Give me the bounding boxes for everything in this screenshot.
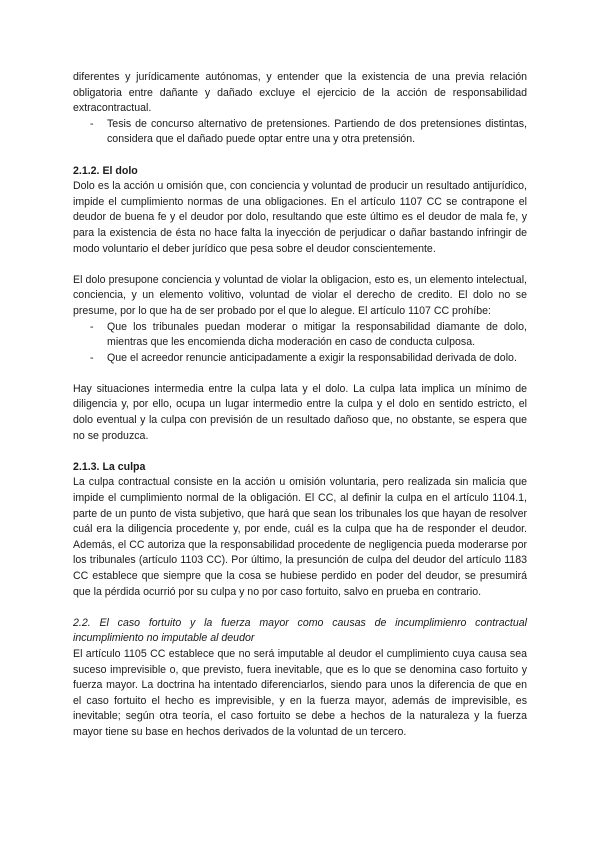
section-heading-culpa: 2.1.3. La culpa [73, 460, 146, 473]
document-page [73, 70, 527, 741]
dolo-bullet-list [73, 320, 527, 367]
intro-bullet-list [73, 117, 527, 148]
intro-paragraph: diferentes y jurídicamente autónomas, y entender que la existencia de una previa relación obligatoria entre dañante y dañado excluye el ejercicio de la acción de responsabilidad extracontractual. [73, 71, 527, 115]
section-heading-caso-fortuito: 2.2. El caso fortuito y la fuerza mayor como causas de incumplimienro contractual incumplimiento no imputable al deudor [73, 616, 527, 645]
dash-bullet: - [90, 320, 94, 333]
section-heading-dolo: 2.1.2. El dolo [73, 164, 138, 177]
list-item: - Que los tribunales puedan moderar o mitigar la responsabilidad diamante de dolo, mientras que les encomienda dicha moderación en caso de conducta culposa. [90, 320, 527, 349]
dolo-paragraph-3: Hay situaciones intermedia entre la culpa lata y el dolo. La culpa lata implica un mínimo de diligencia y, por ello, ocupa un lugar intermedio entre la culpa y el dolo en sentido estricto, el dolo eventual y la culpa con previsión de un resultado dañoso que, no obstante, se espera que no se produzca. [73, 382, 527, 442]
dolo-paragraph-1: Dolo es la acción u omisión que, con conciencia y voluntad de producir un resultado antijurídico, impide el cumplimiento normas de una obligaciones. En el artículo 1107 CC se contrapone el deudor de buena fe y el deudor por dolo, resultando que este último es el deudor de mala fe, y para la existencia de ésta no hace falta la inyección de perjudicar o dañar bastando infringir de modo voluntario el deber jurídico que pesa sobre el deudor conscientemente. [73, 180, 527, 255]
culpa-paragraph: La culpa contractual consiste en la acción u omisión voluntaria, pero realizada sin malicia que impide el cumplimiento normal de la obligación. El CC, al definir la culpa en el artículo 1104.1, parte de un punto de vista subjetivo, que hará que sean los tribunales los que hayan de resolver cuál era la diligencia procedente y, por ende, cuál es la culpa que ha de responder el deudor. Además, el CC autoriza que la responsabilidad procedente de negligencia pueda moderarse por los tribunales (artículo 1103 CC). Por último, la presunción de culpa del deudor del artículo 1183 CC establece que siempre que la cosa se hubiese perdido en poder del deudor, se presumirá que la pérdida ocurrió por su culpa y no por caso fortuito, salvo en prueba en contrario. [73, 476, 527, 598]
caso-fortuito-paragraph: El artículo 1105 CC establece que no será imputable al deudor el cumplimiento cuya causa sea suceso imprevisible o, que previsto, fuera inevitable, que es lo que se denomina caso fortuito y fuerza mayor. La doctrina ha intentado diferenciarlos, siendo para unos la diferencia de que en el caso fortuito el hecho es imprevisible, y en la fuerza mayor, además de imprevisible, es inevitable; según otra teoría, el caso fortuito se debe a hechos de la naturaleza y la fuerza mayor tiene su base en hechos derivados de la voluntad de un tercero. [73, 647, 527, 738]
dolo-paragraph-2: El dolo presupone conciencia y voluntad de violar la obligacion, esto es, un elemento intelectual, conciencia, y un elemento volitivo, voluntad de violar el derecho de credito. El dolo no se presume, por lo que ha de ser probado por el que lo alegue. El artículo 1107 CC prohíbe: [73, 273, 527, 317]
dash-bullet: - [90, 351, 94, 364]
list-item: - Que el acreedor renuncie anticipadamente a exigir la responsabilidad derivada de dolo. [73, 351, 527, 367]
list-item: - Tesis de concurso alternativo de pretensiones. Partiendo de dos pretensiones distintas, considera que el dañado puede optar entre una y otra pretensión. [90, 117, 527, 146]
dash-bullet: - [90, 117, 94, 130]
